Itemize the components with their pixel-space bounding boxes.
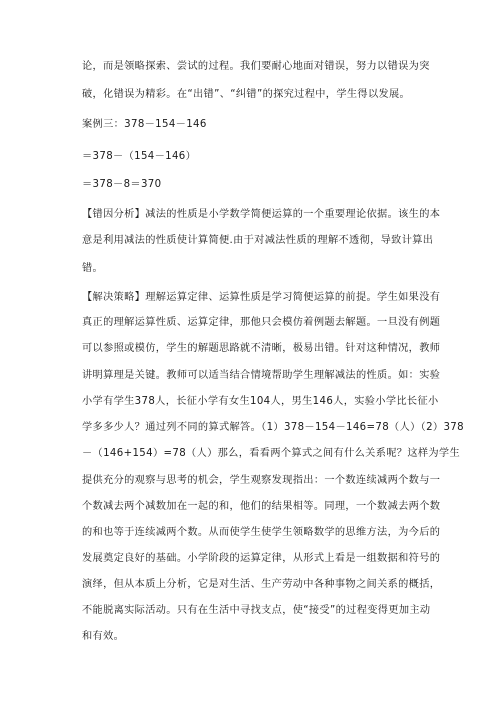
case-heading: 案例三：378－154－146 (82, 119, 207, 130)
paragraph-line: 的和也等于连续减两个数。从而使学生使学生领略数学的思维方法，为今后的 (82, 527, 441, 538)
paragraph-line: 学多多少人？通过列不同的算式解答。（1）378－154－146=78（人）（2）378 (82, 422, 464, 433)
equation-line: ＝378－（154－146） (82, 151, 197, 162)
paragraph-line: 和有效。 (82, 631, 125, 642)
paragraph-line: 可以参照或模仿，学生的解题思路就不清晰，极易出错。针对这种情况，教师 (82, 343, 441, 354)
paragraph-line: 个数减去两个减数加在一起的和，他们的结果相等。同理，一个数减去两个数 (82, 501, 441, 512)
paragraph-line: 【解决策略】理解运算定律、运算性质是学习简便运算的前提。学生如果没有 (82, 292, 441, 303)
paragraph-line: 【错因分析】减法的性质是小学数学简便运算的一个重要理论依据。该生的本 (82, 209, 441, 220)
paragraph-line: －（146+154）=78（人）那么，看看两个算式之间有什么关系呢？这样为学生 (82, 448, 461, 459)
equation-line: ＝378－8＝370 (82, 179, 162, 190)
paragraph-line: 意是利用减法的性质使计算简便.由于对减法性质的理解不透彻，导致计算出 (82, 235, 434, 246)
paragraph-line: 提供充分的观察与思考的机会，学生观察发现指出：一个数连续减两个数与一 (82, 475, 441, 486)
paragraph-line: 论，而是领略探索、尝试的过程。我们要耐心地面对错误，努力以错误为突 (82, 61, 430, 72)
paragraph-line: 真正的理解运算性质、运算定律，那他只会模仿着例题去解题。一旦没有例题 (82, 317, 441, 328)
paragraph-line: 破，化错误为精彩。在“出错”、“纠错”的探究过程中，学生得以发展。 (82, 89, 411, 100)
paragraph-line: 演绎，但从本质上分析，它是对生活、生产劳动中各种事物之间关系的概括， (82, 579, 441, 590)
paragraph-line: 讲明算理是关键。教师可以适当结合情境帮助学生理解减法的性质。如：实验 (82, 370, 441, 381)
paragraph-line: 小学有学生378人，长征小学有女生104人，男生146人，实验小学比长征小 (82, 396, 439, 407)
paragraph-line: 错。 (82, 263, 104, 274)
paragraph-line: 发展奠定良好的基础。小学阶段的运算定律，从形式上看是一组数据和符号的 (82, 553, 441, 564)
paragraph-line: 不能脱离实际活动。只有在生活中寻找支点，使“接受”的过程变得更加主动 (82, 605, 431, 616)
